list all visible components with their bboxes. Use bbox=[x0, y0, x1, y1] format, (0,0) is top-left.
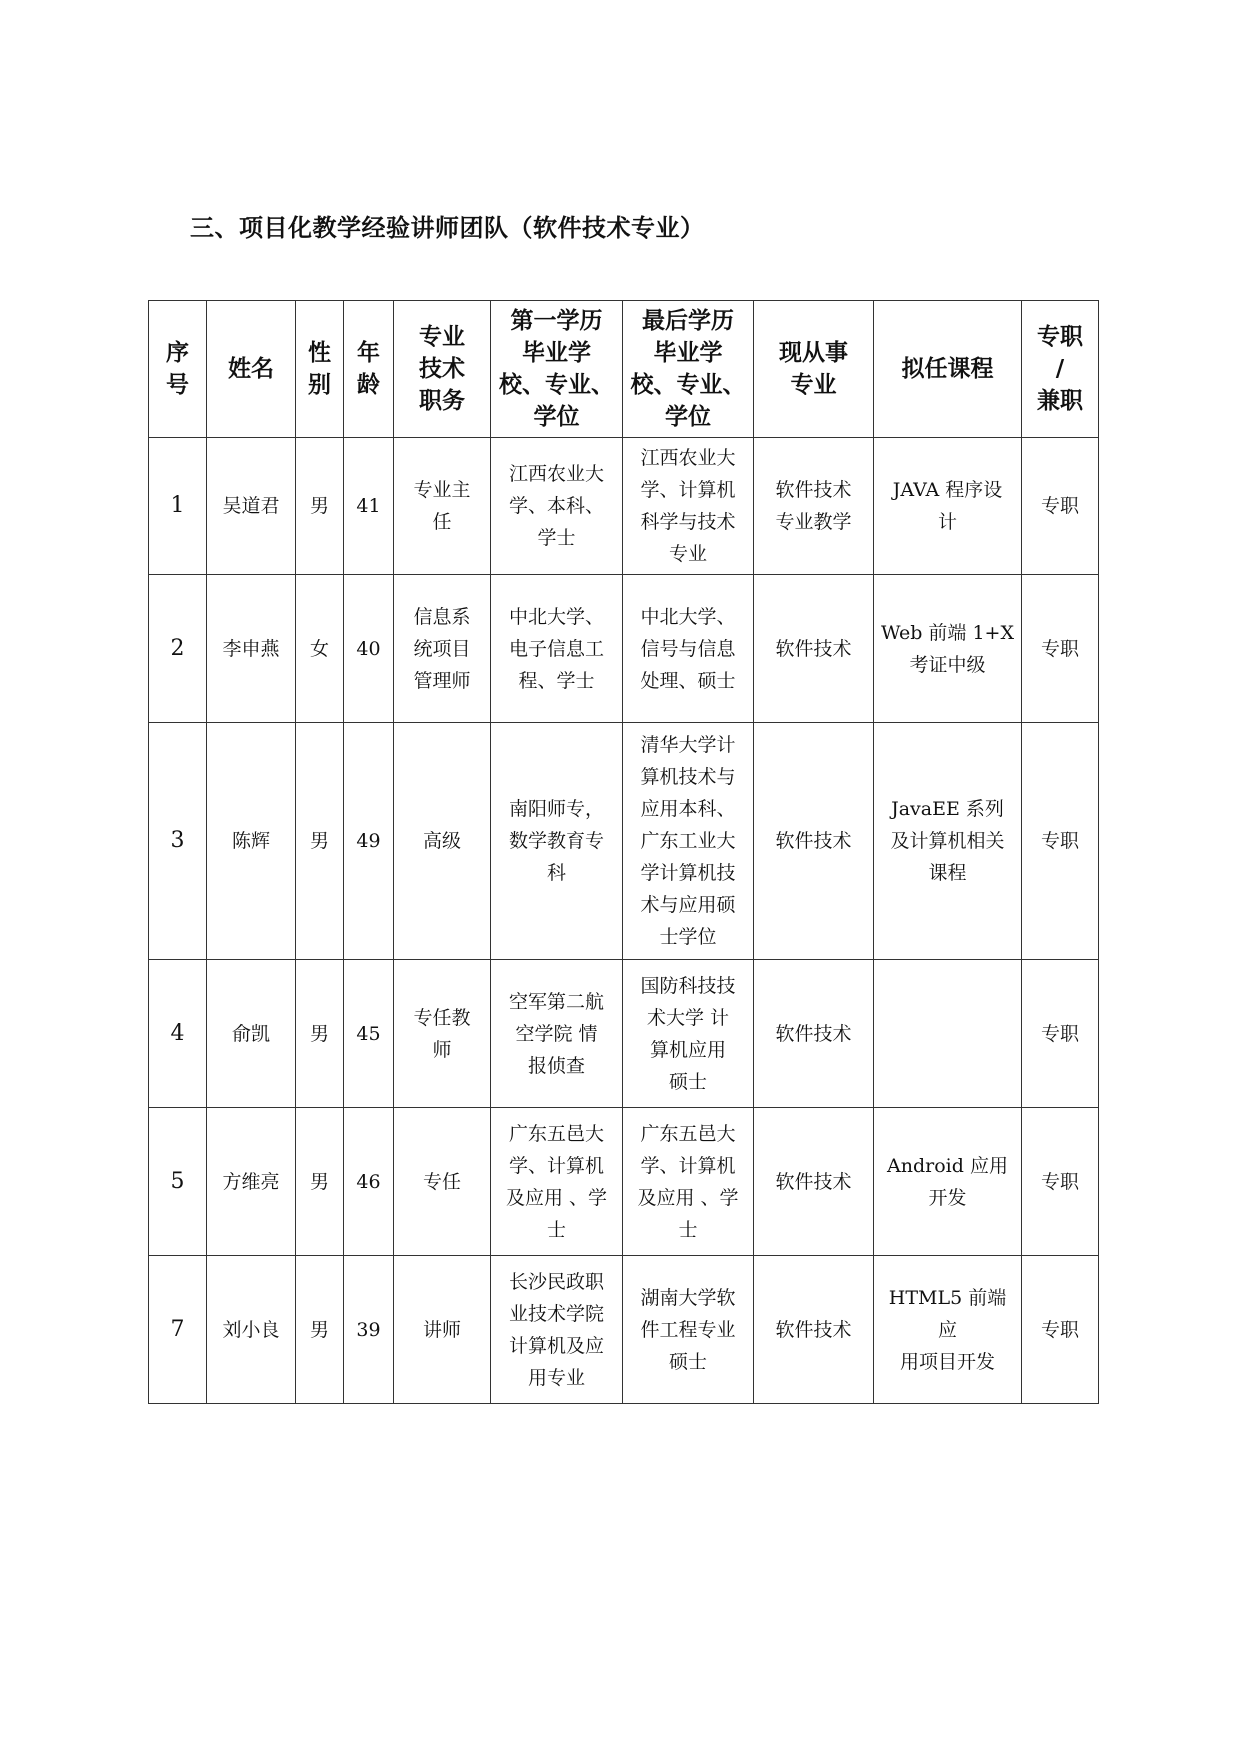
cell-employment-type: 专职 bbox=[1022, 575, 1099, 723]
header-employment-type: 专职 / 兼职 bbox=[1022, 301, 1099, 438]
table-row bbox=[149, 1108, 1099, 1256]
header-title: 专业 技术 职务 bbox=[394, 301, 491, 438]
table-row bbox=[149, 723, 1099, 960]
header-no: 序 号 bbox=[149, 301, 207, 438]
cell-age: 41 bbox=[344, 438, 394, 575]
header-name: 姓名 bbox=[207, 301, 296, 438]
table-row bbox=[149, 438, 1099, 575]
cell-last-degree: 湖南大学软 件工程专业 硕士 bbox=[623, 1256, 754, 1404]
cell-title: 专任教 师 bbox=[394, 960, 491, 1108]
cell-title: 专任 bbox=[394, 1108, 491, 1256]
cell-course: Android 应用 开发 bbox=[874, 1108, 1022, 1256]
cell-course: JAVA 程序设 计 bbox=[874, 438, 1022, 575]
cell-employment-type: 专职 bbox=[1022, 1256, 1099, 1404]
cell-gender: 女 bbox=[296, 575, 344, 723]
cell-last-degree: 中北大学、 信号与信息 处理、硕士 bbox=[623, 575, 754, 723]
cell-first-degree: 江西农业大 学、本科、 学士 bbox=[491, 438, 623, 575]
cell-current-major: 软件技术 bbox=[754, 575, 874, 723]
cell-name: 李申燕 bbox=[207, 575, 296, 723]
header-last-degree: 最后学历 毕业学 校、专业、 学位 bbox=[623, 301, 754, 438]
cell-gender: 男 bbox=[296, 723, 344, 960]
cell-last-degree: 江西农业大 学、计算机 科学与技术 专业 bbox=[623, 438, 754, 575]
cell-employment-type: 专职 bbox=[1022, 723, 1099, 960]
cell-gender: 男 bbox=[296, 1256, 344, 1404]
table-row bbox=[149, 575, 1099, 723]
cell-current-major: 软件技术 bbox=[754, 723, 874, 960]
cell-age: 45 bbox=[344, 960, 394, 1108]
cell-current-major: 软件技术 bbox=[754, 1108, 874, 1256]
cell-age: 39 bbox=[344, 1256, 394, 1404]
cell-first-degree: 南阳师专， 数学教育专 科 bbox=[491, 723, 623, 960]
cell-no: 3 bbox=[149, 723, 207, 960]
header-gender: 性 别 bbox=[296, 301, 344, 438]
cell-name: 方维亮 bbox=[207, 1108, 296, 1256]
cell-no: 5 bbox=[149, 1108, 207, 1256]
cell-course: HTML5 前端应 用项目开发 bbox=[874, 1256, 1022, 1404]
cell-first-degree: 长沙民政职 业技术学院 计算机及应 用专业 bbox=[491, 1256, 623, 1404]
cell-no: 1 bbox=[149, 438, 207, 575]
cell-last-degree: 广东五邑大 学、计算机 及应用 、学 士 bbox=[623, 1108, 754, 1256]
cell-employment-type: 专职 bbox=[1022, 1108, 1099, 1256]
cell-course: Web 前端 1+X 考证中级 bbox=[874, 575, 1022, 723]
cell-current-major: 软件技术 专业教学 bbox=[754, 438, 874, 575]
cell-age: 49 bbox=[344, 723, 394, 960]
cell-title: 专业主 任 bbox=[394, 438, 491, 575]
cell-name: 陈辉 bbox=[207, 723, 296, 960]
cell-name: 俞凯 bbox=[207, 960, 296, 1108]
lecturer-team-table bbox=[148, 300, 1099, 1404]
cell-title: 讲师 bbox=[394, 1256, 491, 1404]
cell-first-degree: 广东五邑大 学、计算机 及应用 、学 士 bbox=[491, 1108, 623, 1256]
table-header-row bbox=[149, 301, 1099, 438]
cell-first-degree: 中北大学、 电子信息工 程、学士 bbox=[491, 575, 623, 723]
cell-name: 刘小良 bbox=[207, 1256, 296, 1404]
header-current-major: 现从事 专业 bbox=[754, 301, 874, 438]
header-course: 拟任课程 bbox=[874, 301, 1022, 438]
cell-employment-type: 专职 bbox=[1022, 960, 1099, 1108]
cell-current-major: 软件技术 bbox=[754, 960, 874, 1108]
cell-age: 46 bbox=[344, 1108, 394, 1256]
header-first-degree: 第一学历 毕业学 校、专业、 学位 bbox=[491, 301, 623, 438]
cell-title: 信息系 统项目 管理师 bbox=[394, 575, 491, 723]
cell-last-degree: 国防科技技 术大学 计 算机应用 硕士 bbox=[623, 960, 754, 1108]
cell-no: 4 bbox=[149, 960, 207, 1108]
cell-last-degree: 清华大学计 算机技术与 应用本科、 广东工业大 学计算机技 术与应用硕 士学位 bbox=[623, 723, 754, 960]
section-title: 三、项目化教学经验讲师团队（软件技术专业） bbox=[190, 214, 705, 242]
cell-no: 2 bbox=[149, 575, 207, 723]
header-age: 年 龄 bbox=[344, 301, 394, 438]
cell-title: 高级 bbox=[394, 723, 491, 960]
cell-employment-type: 专职 bbox=[1022, 438, 1099, 575]
table-row bbox=[149, 960, 1099, 1108]
cell-no: 7 bbox=[149, 1256, 207, 1404]
cell-age: 40 bbox=[344, 575, 394, 723]
cell-gender: 男 bbox=[296, 438, 344, 575]
cell-name: 吴道君 bbox=[207, 438, 296, 575]
cell-gender: 男 bbox=[296, 1108, 344, 1256]
cell-course bbox=[874, 960, 1022, 1108]
cell-first-degree: 空军第二航 空学院 情 报侦查 bbox=[491, 960, 623, 1108]
cell-current-major: 软件技术 bbox=[754, 1256, 874, 1404]
cell-gender: 男 bbox=[296, 960, 344, 1108]
cell-course: JavaEE 系列 及计算机相关 课程 bbox=[874, 723, 1022, 960]
table-row bbox=[149, 1256, 1099, 1404]
